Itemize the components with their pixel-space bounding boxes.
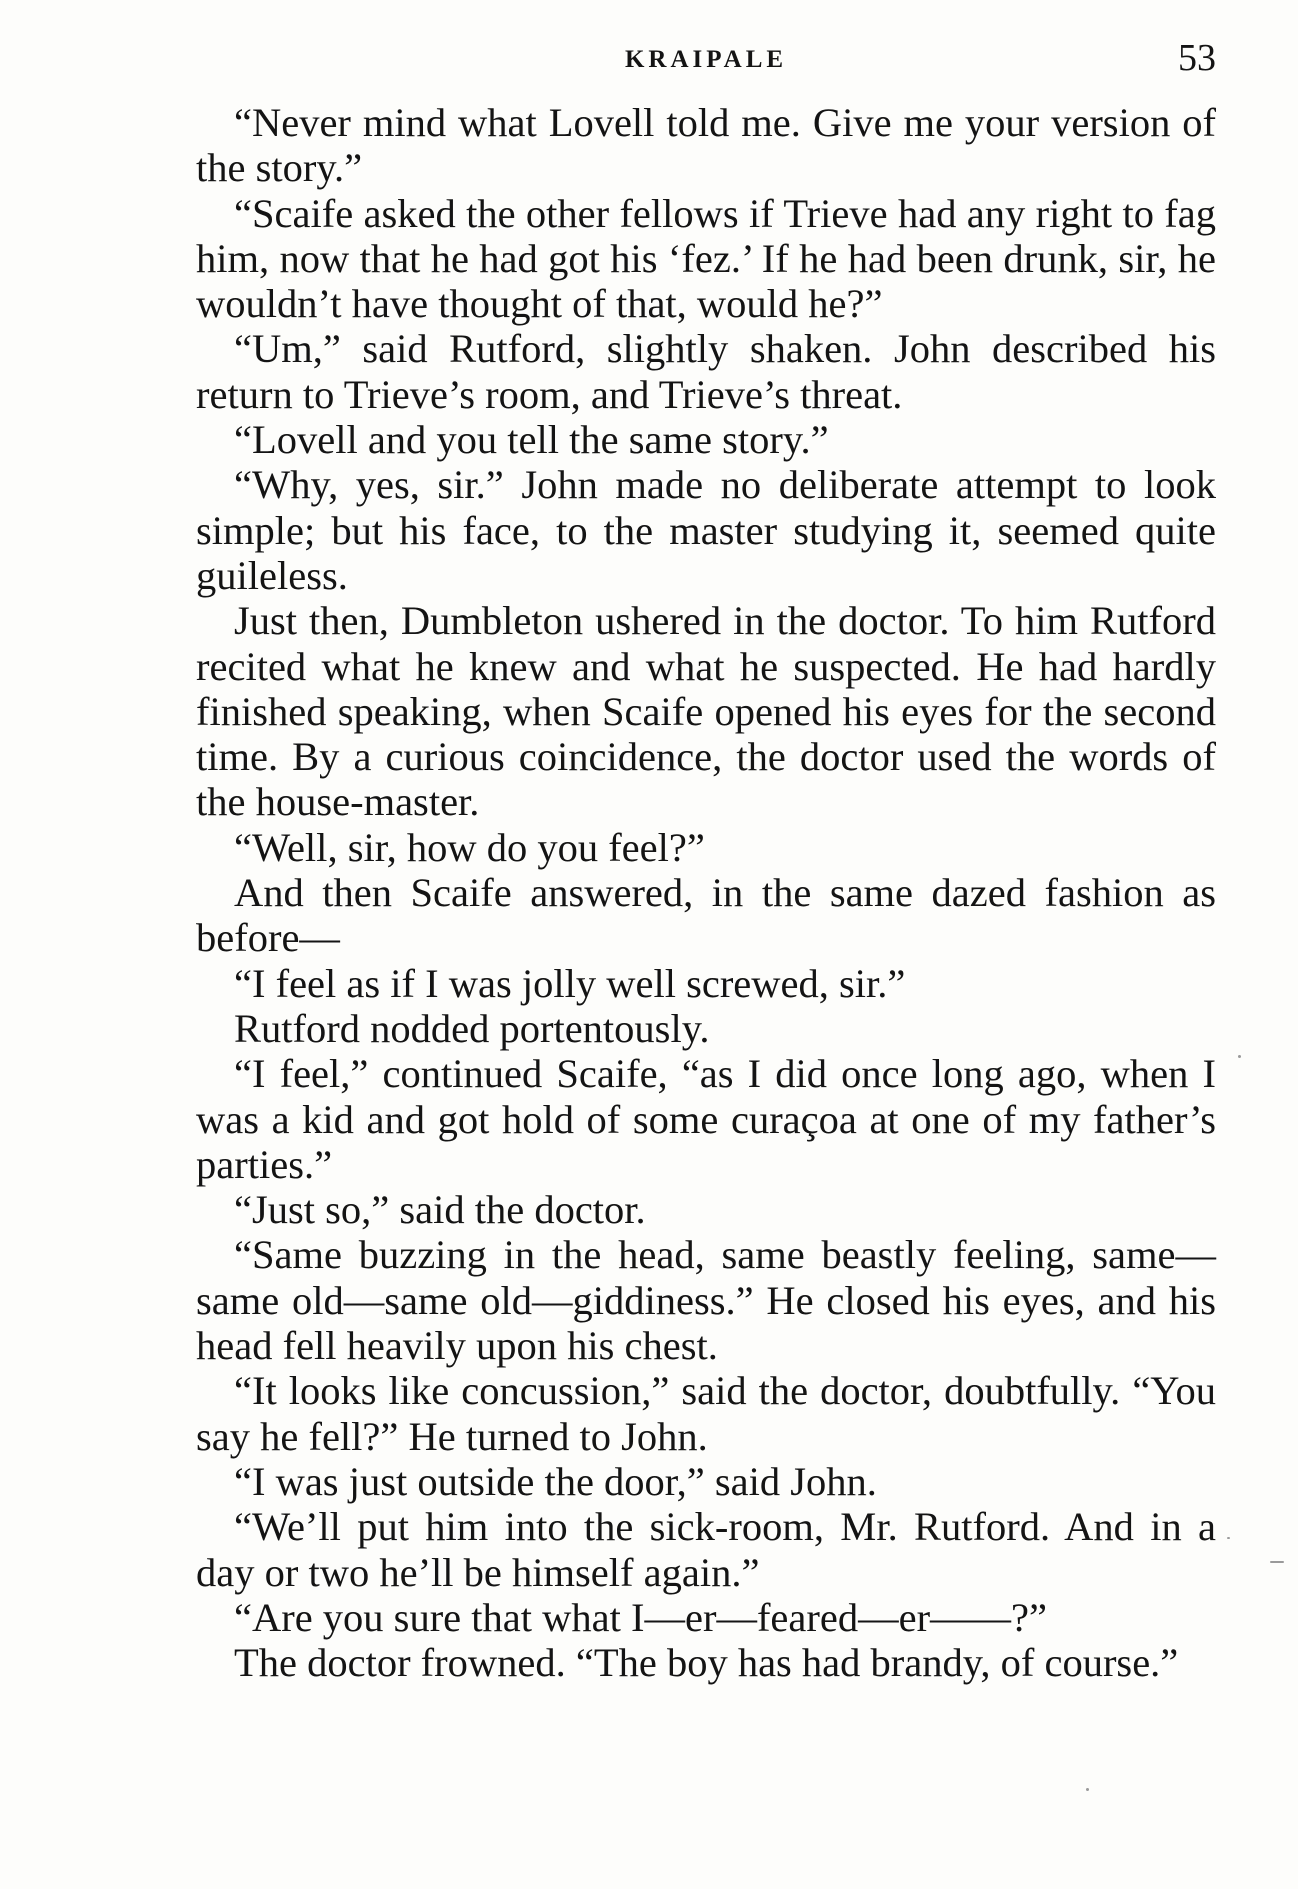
paragraph: “Scaife asked the other fellows if Trieve had any right to fag him, now that he had got his ‘fez.’ If he had been drunk, sir, he wouldn’t have thought of that, would he?” xyxy=(196,190,1216,327)
paragraph: “Lovell and you tell the same story.” xyxy=(234,417,829,463)
running-head: KRAIPALE xyxy=(624,46,788,73)
print-speck xyxy=(1238,1055,1241,1058)
body-text xyxy=(196,100,1216,1685)
page-number: 53 xyxy=(1178,37,1216,79)
paragraph: “I was just outside the door,” said John. xyxy=(234,1458,877,1504)
paragraph: “Um,” said Rutford, slightly shaken. John described his return to Trieve’s room, and Trieve’s threat. xyxy=(196,326,1216,417)
print-speck xyxy=(1270,1561,1284,1563)
page-header xyxy=(196,36,1216,86)
paragraph: “Same buzzing in the head, same beastly feeling, same—same old—same old—giddiness.” He closed his eyes, and his head fell heavily upon his chest. xyxy=(196,1232,1216,1369)
paragraph: “Never mind what Lovell told me. Give me your version of the story.” xyxy=(196,100,1216,191)
print-speck xyxy=(1227,1537,1230,1539)
print-speck xyxy=(1086,1788,1089,1791)
paragraph: Rutford nodded portentously. xyxy=(234,1005,710,1051)
paragraph: “I feel as if I was jolly well screwed, sir.” xyxy=(234,960,906,1006)
paragraph: And then Scaife answered, in the same dazed fashion as before— xyxy=(196,870,1216,961)
paragraph: “Why, yes, sir.” John made no deliberate attempt to look simple; but his face, to the master studying it, seemed quite guileless. xyxy=(196,462,1216,598)
paragraph: “Well, sir, how do you feel?” xyxy=(234,824,705,870)
paragraph: “We’ll put him into the sick-room, Mr. Rutford. And in a day or two he’ll be himself again.” xyxy=(196,1504,1216,1595)
paragraph: The doctor frowned. “The boy has had brandy, of course.” xyxy=(234,1640,1179,1686)
paragraph: Just then, Dumbleton ushered in the doctor. To him Rutford recited what he knew and what he suspected. He had hardly finished speaking, when Scaife opened his eyes for the second time. By a curious coincidence, the doctor used the words of the house-master. xyxy=(196,598,1216,825)
paragraph: “It looks like concussion,” said the doctor, doubtfully. “You say he fell?” He turned to John. xyxy=(196,1368,1216,1459)
paragraph: “Are you sure that what I—er—feared—er——?” xyxy=(234,1594,1048,1640)
paragraph: “Just so,” said the doctor. xyxy=(234,1187,646,1233)
paragraph: “I feel,” continued Scaife, “as I did once long ago, when I was a kid and got hold of some curaçoa at one of my father’s parties.” xyxy=(196,1051,1216,1187)
